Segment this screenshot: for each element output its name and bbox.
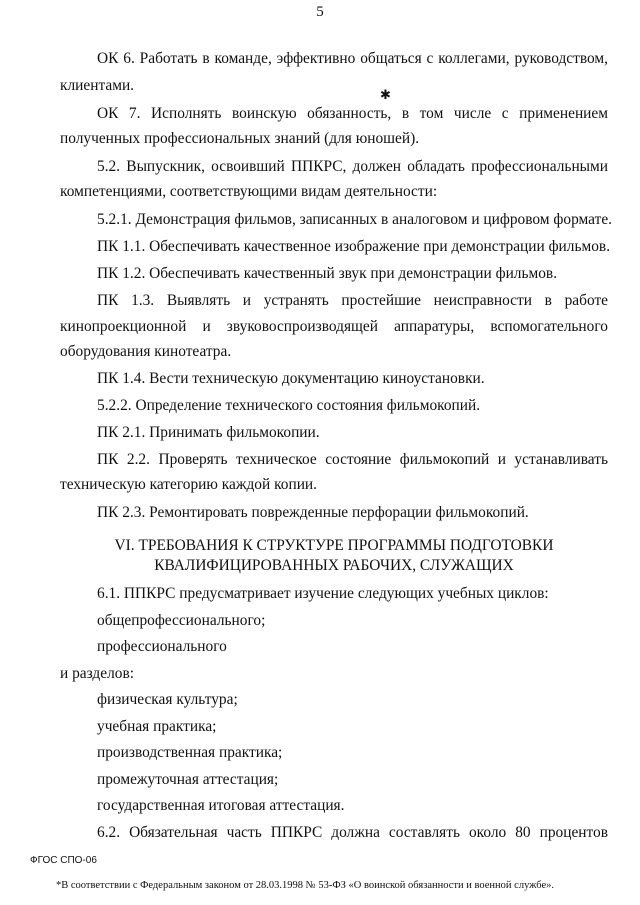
pk22-line2: техническую категорию каждой копии. [60, 476, 318, 493]
p52-line1: 5.2. Выпускник, освоивший ППКРС, должен обладать профессиональными [97, 158, 608, 175]
ok7-line2: полученных профессиональных знаний (для юношей). [60, 130, 420, 147]
and-sections-line: и разделов: [60, 665, 134, 682]
ok6-line2: клиентами. [60, 77, 135, 94]
section-item: производственная практика; [97, 744, 283, 761]
footnote: *В соответствии с Федеральным законом от 28.03.1998 № 53-ФЗ «О воинской обязанности и военной службе». [56, 880, 555, 891]
section-heading-line1: VI. ТРЕБОВАНИЯ К СТРУКТУРЕ ПРОГРАММЫ ПОДГОТОВКИ [114, 537, 554, 554]
footnote-asterisk-mark: ✱ [380, 88, 391, 103]
p61-line: 6.1. ППКРС предусматривает изучение следующих учебных циклов: [97, 585, 549, 602]
p521-line: 5.2.1. Демонстрация фильмов, записанных в аналоговом и цифровом формате. [97, 211, 612, 228]
pk11-line: ПК 1.1. Обеспечивать качественное изображение при демонстрации фильмов. [97, 238, 611, 255]
pk13-line1: ПК 1.3. Выявлять и устранять простейшие неисправности в работе [97, 292, 608, 309]
pk21-line: ПК 2.1. Принимать фильмокопии. [97, 424, 320, 441]
section-item: промежуточная аттестация; [97, 771, 279, 788]
pk23-line: ПК 2.3. Ремонтировать поврежденные перфорации фильмокопий. [97, 504, 529, 521]
pk22-line1: ПК 2.2. Проверять техническое состояние фильмокопий и устанавливать [97, 451, 608, 468]
pk13-line3: оборудования кинотеатра. [60, 343, 232, 360]
document-code: ФГОС СПО-06 [30, 855, 97, 866]
section-item: государственная итоговая аттестация. [97, 797, 345, 814]
pk12-line: ПК 1.2. Обеспечивать качественный звук при демонстрации фильмов. [97, 265, 558, 282]
p62-line: 6.2. Обязательная часть ППКРС должна составлять около 80 процентов [97, 824, 608, 841]
page-number: 5 [316, 4, 324, 20]
cycle-item: профессионального [97, 638, 227, 655]
p522-line: 5.2.2. Определение технического состояния фильмокопий. [97, 397, 481, 414]
pk13-line2: кинопроекционной и звуковоспроизводящей аппаратуры, вспомогательного [60, 318, 608, 335]
ok6-line1: ОК 6. Работать в команде, эффективно общаться с коллегами, руководством, [97, 50, 608, 67]
ok7-line1: ОК 7. Исполнять воинскую обязанность, в том числе с применением [97, 105, 608, 122]
pk14-line: ПК 1.4. Вести техническую документацию киноустановки. [97, 370, 485, 387]
cycle-item: общепрофессионального; [97, 612, 266, 629]
section-item: учебная практика; [97, 718, 217, 735]
section-item: физическая культура; [97, 691, 238, 708]
section-heading-line2: КВАЛИФИЦИРОВАННЫХ РАБОЧИХ, СЛУЖАЩИХ [154, 557, 514, 574]
p52-line2: компетенциями, соответствующими видам деятельности: [60, 183, 438, 200]
